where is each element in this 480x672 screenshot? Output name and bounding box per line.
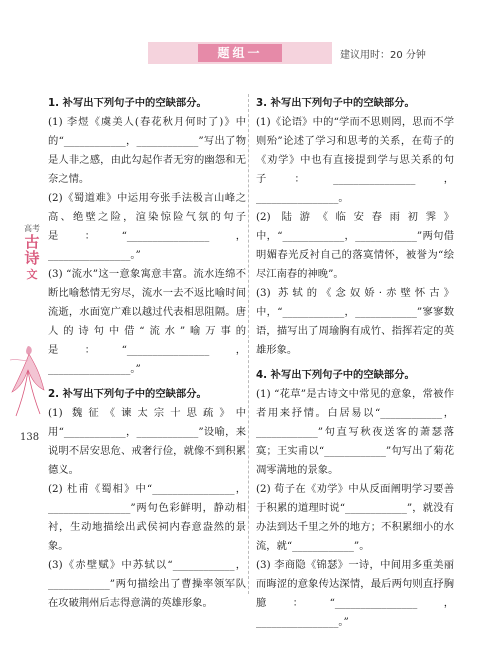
- question-1-heading: 1. 补写出下列句子中的空缺部分。: [48, 97, 207, 109]
- side-label: [18, 223, 46, 282]
- question-4-heading: 4. 补写出下列句子中的空缺部分。: [256, 369, 415, 381]
- side-label-wen: 文: [26, 268, 38, 281]
- question-1-item-3: (3) “流水”这一意象寓意丰富。流水连绵不断比喻愁情无穷尽，流水一去不返比喻时间流逝，水面宽广难以越过代表相思阻隔。唐人的诗句中借“流水”喻万事的是：“________________，________________。”: [48, 268, 246, 375]
- question-3-item-3: (3) 苏轼的《念奴娇·赤壁怀古》中，“____________，____________”寥寥数语，描写出了周瑜胸有成竹、指挥若定的英雄形象。: [256, 287, 454, 356]
- left-column: [48, 94, 246, 613]
- question-4-item-3: (3) 李商隐《锦瑟》一诗，中间用多重美丽而晦涩的意象传达深情，最后两句则直抒胸臆：“________________，________________。”: [256, 559, 454, 628]
- question-4-item-1: (1) “花草”是古诗文中常见的意象，常被作者用来抒情。白居易以“____________，____________”句直写秋夜送客的萧瑟落寞；王实甫以“____________”句写出了菊花凋零满地的景象。: [256, 388, 454, 476]
- question-2-heading: 2. 补写出下列句子中的空缺部分。: [48, 388, 207, 400]
- question-3-heading: 3. 补写出下列句子中的空缺部分。: [256, 97, 415, 109]
- column-divider: [248, 94, 249, 594]
- right-column: [256, 94, 454, 632]
- question-2-item-1: (1) 魏征《谏太宗十思疏》中用“____________，____________”设喻，来说明不居安思危、戒奢行俭，就像不到积累德义。: [48, 407, 246, 476]
- question-1-item-1: (1) 李煜《虞美人(春花秋月何时了)》中的“____________，____________”写出了物是人非之感，由此勾起作者无穷的幽怨和无奈之情。: [48, 116, 246, 185]
- question-2-item-2: (2) 杜甫《蜀相》中“________________，________________”两句色彩鲜明，静动相衬，生动地描绘出武侯祠内春意盎然的景象。: [48, 483, 246, 552]
- question-3-item-1: (1)《论语》中的“学而不思则罔，思而不学则殆”论述了学习和思考的关系，在荀子的《劝学》中也有直接提到学与思关系的句子：________________，________________。: [256, 116, 454, 204]
- question-2-item-3: (3)《赤壁赋》中苏轼以“____________，____________”两句描绘出了曹操率领军队在攻破荆州后志得意满的英雄形象。: [48, 559, 246, 609]
- dancer-illustration: [6, 340, 52, 420]
- question-1-item-2: (2)《蜀道难》中运用夸张手法极言山峰之高、绝壁之险，渲染惊险气氛的句子是：“________________，________________。”: [48, 192, 246, 261]
- suggested-time: 建议用时：20 分钟: [340, 50, 426, 61]
- section-title: 题组一: [198, 44, 282, 62]
- side-label-small: 高考: [24, 224, 40, 233]
- question-3-item-2: (2) 陆游《临安春雨初霁》中，“____________，____________”两句借明媚春光反衬自己的落寞情怀，被誉为“绘尽江南春的神晚”。: [256, 211, 454, 280]
- side-label-big: 古诗: [24, 233, 40, 267]
- question-4-item-2: (2) 荀子在《劝学》中从反面阐明学习要善于积累的道理时说“____________”，就没有办法到达千里之外的地方；不积累细小的水流，就“____________”。: [256, 483, 454, 552]
- page-number: 138: [20, 432, 40, 443]
